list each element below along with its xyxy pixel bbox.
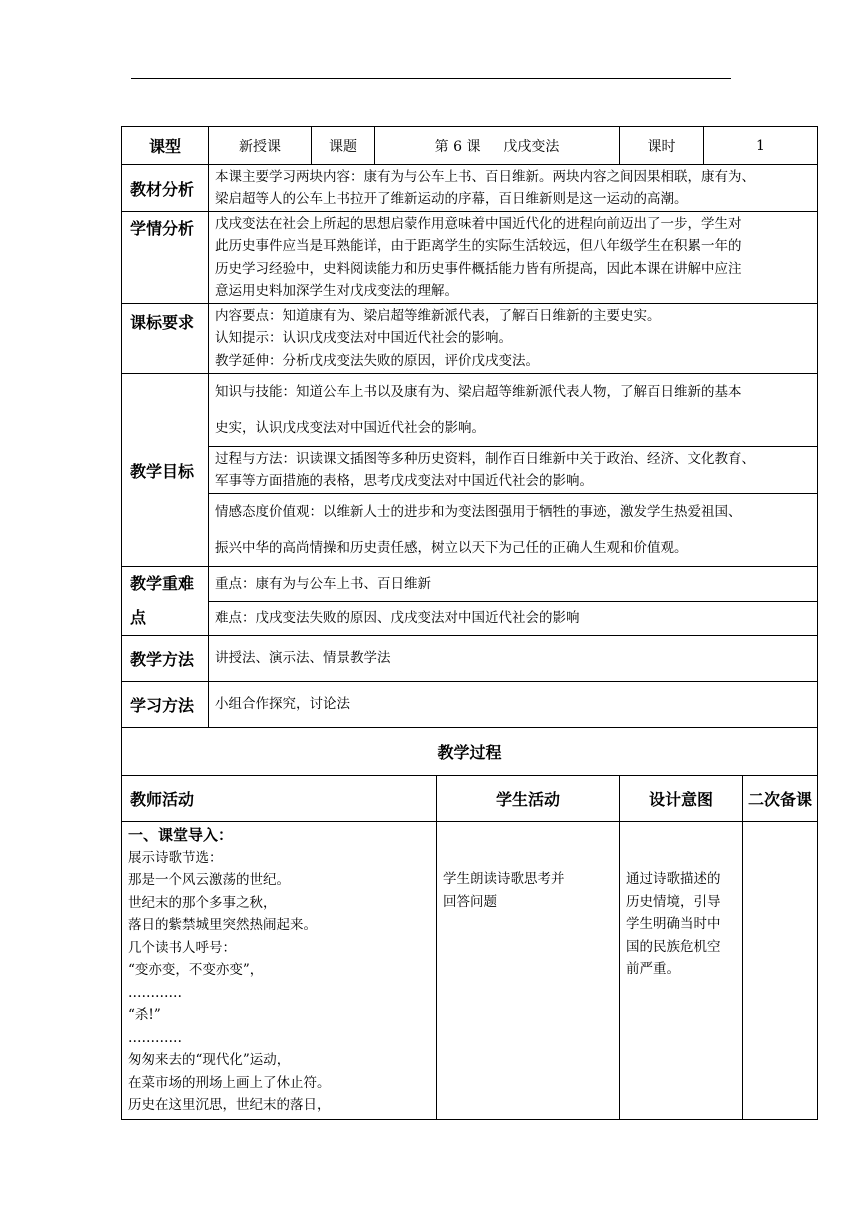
intro-heading: 一、课堂导入： [128,826,234,844]
col-teacher-header: 教师活动 [122,776,437,822]
key-points-row-difficulty [122,602,818,636]
key-points-label-line: 点 [130,608,147,627]
design-intent-line: 通过诗歌描述的 [626,871,721,887]
poem-line: 世纪末的那个多事之秋， [128,894,277,911]
poem-line: 几个读书人呼号： [128,939,236,956]
process-header-row [122,776,818,822]
goals-emotion-line: 情感态度价值观：以维新人士的进步和为变法图强用于牺牲的事迹，激发学生热爱祖国、 [215,504,742,520]
lesson-type-label: 课型 [122,127,209,165]
hours-value: 1 [704,127,818,165]
standard-label: 课标要求 [122,304,209,374]
goals-process [209,447,818,494]
key-points-label-line: 教学重难 [130,574,195,593]
goals-knowledge [209,374,818,447]
intro-teacher-cell [122,822,437,1120]
poem-line: 展示诗歌节选： [128,849,223,866]
standard-content [209,304,818,374]
goals-process-line: 过程与方法：识读课文插图等多种历史资料，制作百日维新中关于政治、经济、文化教育、 [215,450,755,467]
learning-method-row [122,682,818,728]
intro-design-cell [620,822,743,1120]
student-row [122,212,818,304]
textbook-line: 本课主要学习两块内容：康有为与公车上书、百日维新。两块内容之间因果相联，康有为、 [215,168,755,185]
goals-emotion [209,494,818,567]
learning-method-label: 学习方法 [122,682,209,728]
textbook-line: 梁启超等人的公车上书拉开了维新运动的序幕，百日维新则是这一运动的高潮。 [215,191,688,207]
intro-row [122,822,818,1120]
process-title: 教学过程 [122,728,818,776]
poem-line: 那是一个风云激荡的世纪。 [128,872,290,888]
lesson-type-value: 新授课 [209,127,312,165]
teaching-method-value: 讲授法、演示法、情景教学法 [209,636,818,682]
hours-label: 课时 [620,127,704,165]
key-points-label [122,567,209,636]
poem-line: “杀!” [128,1007,161,1023]
student-line: 戊戌变法在社会上所起的思想启蒙作用意味着中国近代化的进程向前迈出了一步，学生对 [215,215,742,232]
poem-line: 匆匆来去的“现代化”运动， [128,1052,291,1068]
goals-row-process [122,447,818,494]
student-line: 此历史事件应当是耳熟能详，由于距离学生的实际生活较远，但八年级学生在积累一年的 [215,238,742,254]
key-points-focus: 重点：康有为与公车上书、百日维新 [209,567,818,602]
col-design-header: 设计意图 [620,776,743,822]
standard-line: 内容要点：知道康有为、梁启超等维新派代表，了解百日维新的主要史实。 [215,307,661,324]
textbook-label: 教材分析 [122,165,209,212]
col-second-header: 二次备课 [743,776,818,822]
goals-knowledge-line: 知识与技能：知道公车上书以及康有为、梁启超等维新派代表人物，了解百日维新的基本 [215,384,742,400]
intro-second-cell [743,822,818,1120]
standard-line: 教学延伸：分析戊戌变法失败的原因，评价戊戌变法。 [215,352,539,369]
header-rule [131,78,731,79]
goals-row-knowledge [122,374,818,447]
teaching-method-row [122,636,818,682]
design-intent-line: 国的民族危机空 [626,938,721,955]
header-row [122,127,818,165]
design-intent-line: 学生明确当时中 [626,916,721,932]
topic-value: 第 6 课 戊戌变法 [375,127,620,165]
design-intent-line: 历史情境，引导 [626,893,721,910]
goals-label: 教学目标 [122,374,209,567]
poem-line: “变亦变，不变亦变”， [128,962,264,978]
poem-line: 在菜市场的刑场上画上了休止符。 [128,1074,331,1091]
student-label: 学情分析 [122,212,209,304]
standard-line: 认知提示：认识戊戌变法对中国近代社会的影响。 [215,330,512,347]
design-intent-line: 前严重。 [626,961,680,977]
intro-student-cell [437,822,620,1120]
poem-line: ………… [128,984,182,1001]
student-activity-line: 学生朗读诗歌思考并 [443,871,565,887]
standard-row [122,304,818,374]
learning-method-value: 小组合作探究，讨论法 [209,682,818,728]
process-title-row [122,728,818,776]
student-line: 意运用史料加深学生对戊戌变法的理解。 [215,283,458,299]
poem-line: 历史在这里沉思，世纪末的落日， [128,1097,331,1113]
poem-line: ………… [128,1029,182,1046]
topic-label: 课题 [312,127,375,165]
key-points-row-focus [122,567,818,602]
teaching-method-label: 教学方法 [122,636,209,682]
key-points-difficulty: 难点：戊戌变法失败的原因、戊戌变法对中国近代社会的影响 [209,602,818,636]
col-student-header: 学生活动 [437,776,620,822]
textbook-row [122,165,818,212]
student-line: 历史学习经验中，史料阅读能力和历史事件概括能力皆有所提高，因此本课在讲解中应注 [215,260,742,277]
goals-emotion-line: 振兴中华的高尚情操和历史责任感，树立以天下为己任的正确人生观和价值观。 [215,540,688,556]
goals-process-line: 军事等方面措施的表格，思考戊戌变法对中国近代社会的影响。 [215,473,593,489]
goals-knowledge-line: 史实，认识戊戌变法对中国近代社会的影响。 [215,420,485,436]
poem-line: 落日的紫禁城里突然热闹起来。 [128,917,317,933]
goals-row-emotion [122,494,818,567]
textbook-content [209,165,818,212]
student-activity-line: 回答问题 [443,893,497,910]
lesson-plan-table [121,126,817,1120]
student-content [209,212,818,304]
